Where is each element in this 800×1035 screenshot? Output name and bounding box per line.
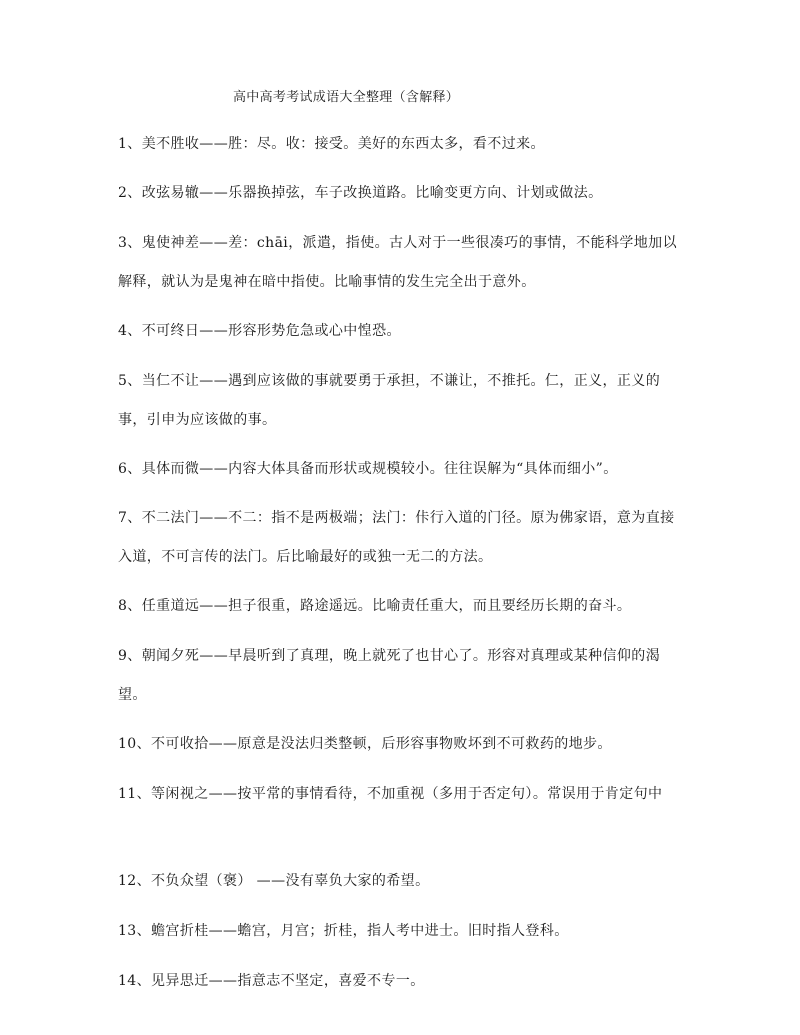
idiom-entry-2: 2、改弦易辙——乐器换掉弦，车子改换道路。比喻变更方向、计划或做法。 bbox=[118, 185, 603, 201]
idiom-entry-3: 3、鬼使神差——差：chāi，派遣，指使。古人对于一些很凑巧的事情，不能科学地加以解释，就认为是鬼神在暗中指使。比喻事情的发生完全出于意外。 bbox=[118, 235, 677, 290]
idiom-entry-10: 10、不可收拾——原意是没法归类整顿，后形容事物败坏到不可救药的地步。 bbox=[118, 736, 612, 752]
idiom-entry-9: 9、朝闻夕死——早晨听到了真理，晚上就死了也甘心了。形容对真理或某种信仰的渴望。 bbox=[118, 648, 661, 703]
idiom-entry-7: 7、不二法门——不二：指不是两极端；法门：佧行入道的门径。原为佛家语，意为直接入道，不可言传的法门。后比喻最好的或独一无二的方法。 bbox=[118, 510, 675, 565]
idiom-entry-13: 13、蟾宫折桂——蟾宫，月宫；折桂，指人考中进士。旧时指人登科。 bbox=[118, 923, 569, 939]
idiom-entry-4: 4、不可终日——形容形势危急或心中惶恐。 bbox=[118, 323, 401, 339]
idiom-entry-1: 1、美不胜收——胜：尽。收：接受。美好的东西太多，看不过来。 bbox=[118, 136, 545, 152]
idiom-entry-6: 6、具体而微——内容大体具备而形状或规模较小。往往误解为“具体而细小”。 bbox=[118, 461, 618, 477]
idiom-entry-11: 11、等闲视之——按平常的事情看待，不加重视（多用于否定句）。常误用于肯定句中 bbox=[118, 786, 663, 802]
idiom-entry-14: 14、见异思迁——指意志不坚定，喜爱不专一。 bbox=[118, 973, 425, 989]
idiom-entry-12: 12、不负众望（褒） ——没有辜负大家的希望。 bbox=[118, 873, 430, 889]
idiom-entry-5: 5、当仁不让——遇到应该做的事就要勇于承担，不谦让，不推托。仁，正义，正义的事，引申为应该做的事。 bbox=[118, 373, 661, 428]
idiom-entry-8: 8、任重道远——担子很重，路途遥远。比喻责任重大，而且要经历长期的奋斗。 bbox=[118, 598, 632, 614]
document-title: 高中高考考试成语大全整理（含解释） bbox=[233, 90, 460, 105]
